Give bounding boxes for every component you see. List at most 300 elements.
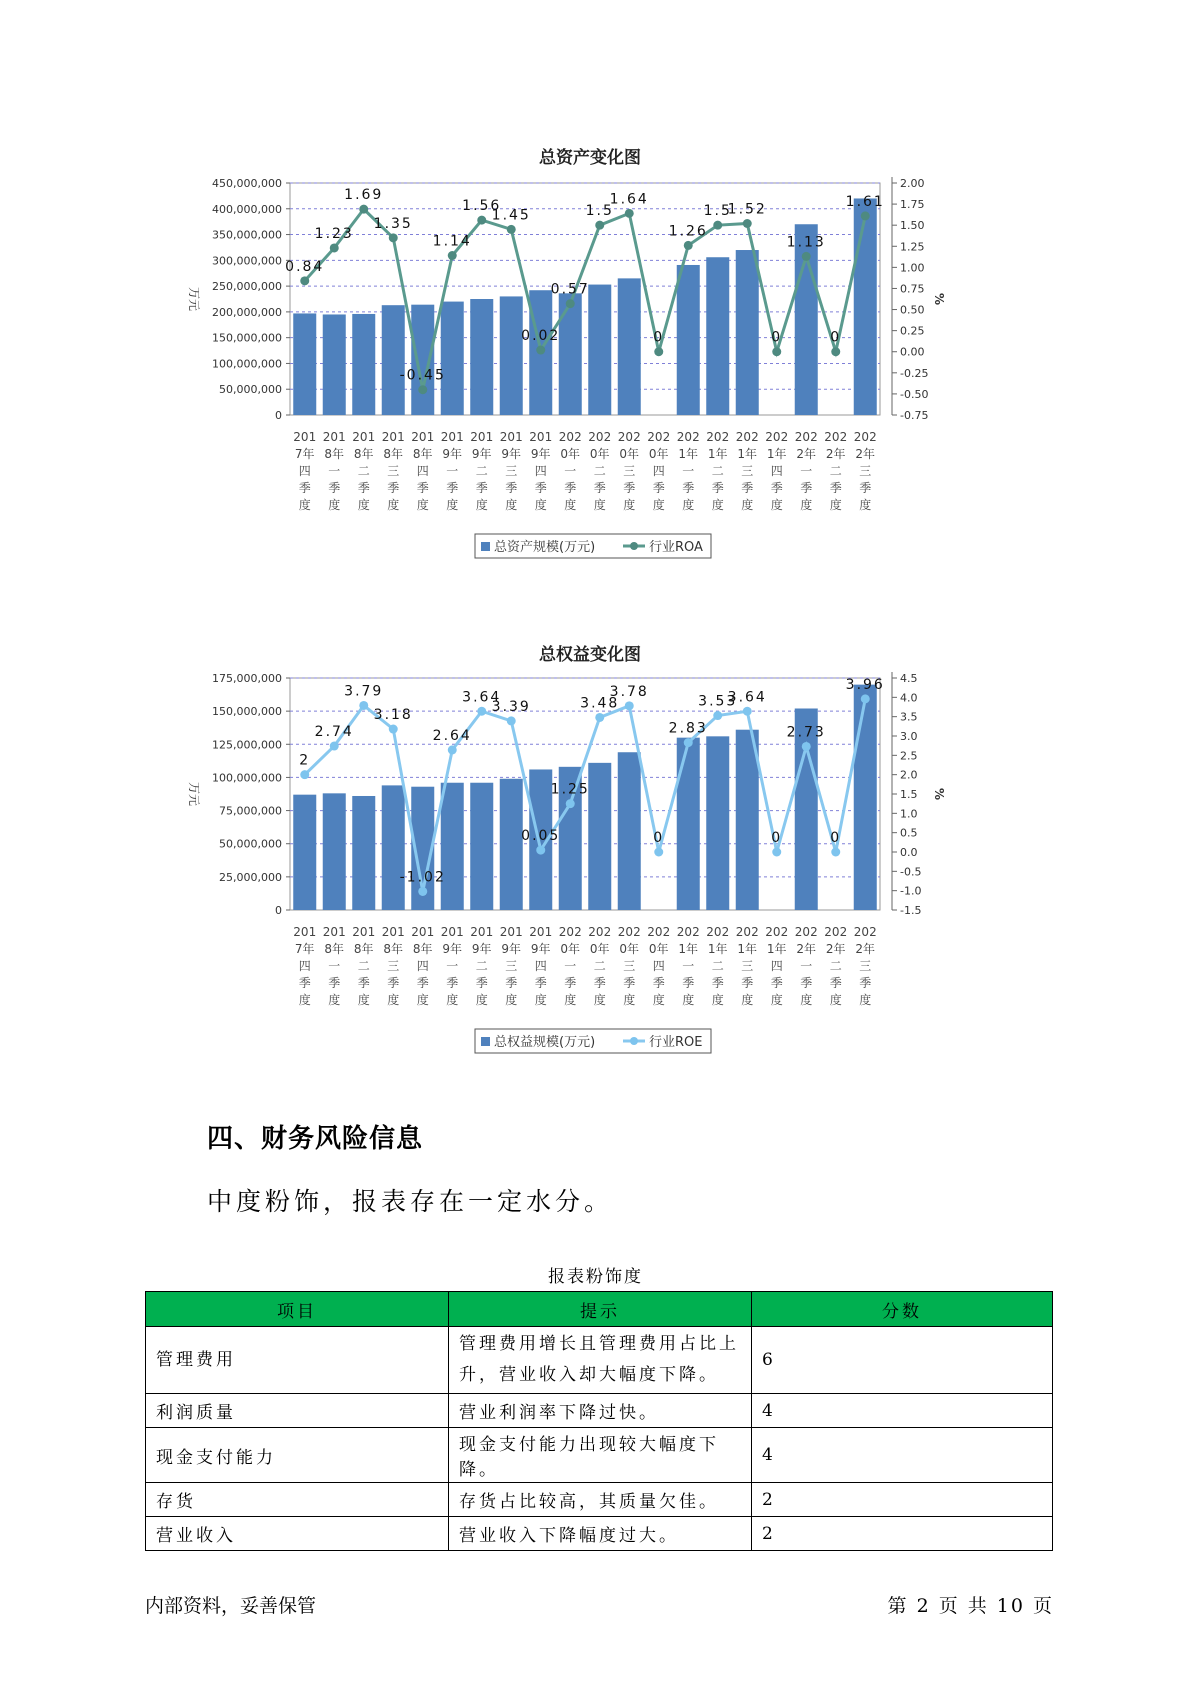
- category-tick-label: 7年: [294, 447, 315, 461]
- category-tick-label: 季: [564, 976, 577, 990]
- line-point: [418, 887, 427, 896]
- category-tick-label: 度: [564, 993, 577, 1007]
- category-tick-label: 季: [652, 976, 665, 990]
- data-label: 0: [771, 329, 783, 346]
- category-tick-label: 度: [564, 498, 577, 512]
- left-axis-tick-label: 350,000,000: [212, 228, 282, 242]
- data-label: 3.48: [580, 695, 620, 712]
- category-tick-label: 季: [770, 976, 783, 990]
- data-label: 2.73: [786, 724, 826, 741]
- row-hint: 管理费用增长且管理费用占比上升，营业收入却大幅度下降。: [449, 1327, 752, 1394]
- category-tick-label: 度: [711, 498, 724, 512]
- category-tick-label: 季: [623, 976, 636, 990]
- bar: [441, 302, 464, 415]
- left-axis-tick-label: 200,000,000: [212, 305, 282, 319]
- category-tick-label: 201: [322, 925, 346, 939]
- category-tick-label: 度: [534, 993, 547, 1007]
- bar: [500, 296, 523, 415]
- category-tick-label: 季: [711, 976, 724, 990]
- category-tick-label: 2年: [825, 447, 846, 461]
- line-point: [566, 299, 575, 308]
- line-point: [448, 251, 457, 260]
- right-axis-unit-label: %: [932, 292, 946, 306]
- category-tick-label: 四: [416, 464, 429, 478]
- data-label: 2.74: [314, 724, 354, 741]
- line-point: [359, 701, 368, 710]
- category-tick-label: 度: [298, 498, 311, 512]
- data-label: 1.5: [585, 203, 614, 220]
- line-point: [359, 205, 368, 214]
- line-point: [802, 252, 811, 261]
- equity-chart-title: 总权益变化图: [539, 645, 641, 665]
- row-item: 营业收入: [146, 1517, 449, 1551]
- category-tick-label: 度: [298, 993, 311, 1007]
- category-tick-label: 8年: [383, 942, 404, 956]
- left-axis-tick-label: 0: [275, 409, 282, 422]
- line-point: [536, 346, 545, 355]
- data-label: 0.57: [550, 281, 590, 298]
- line-point: [595, 713, 604, 722]
- row-item: 管理费用: [146, 1327, 449, 1394]
- legend-bar-swatch: [481, 1037, 490, 1046]
- bar: [736, 250, 759, 415]
- equity-chart-svg: [180, 670, 1000, 1100]
- category-tick-label: 三: [859, 959, 872, 973]
- category-tick-label: 季: [534, 976, 547, 990]
- category-tick-label: 0年: [560, 447, 581, 461]
- category-tick-label: 202: [824, 430, 848, 444]
- bar: [293, 795, 316, 910]
- legend-bar-label: 总权益规模(万元): [494, 1035, 596, 1050]
- line-point: [654, 347, 663, 356]
- category-tick-label: 二: [711, 959, 724, 973]
- risk-summary: 中度粉饰，报表存在一定水分。: [207, 1187, 614, 1216]
- bar: [323, 314, 346, 415]
- data-label: 2.83: [668, 720, 708, 737]
- legend-line-marker: [630, 542, 638, 550]
- category-tick-label: 202: [558, 430, 582, 444]
- line-point: [625, 209, 634, 218]
- category-tick-label: 度: [387, 993, 400, 1007]
- category-tick-label: 季: [357, 481, 370, 495]
- right-axis-tick-label: 0.75: [900, 282, 925, 296]
- data-label: 0.05: [521, 828, 561, 845]
- category-tick-label: 季: [741, 976, 754, 990]
- right-axis-tick-label: 3.5: [900, 710, 918, 724]
- category-tick-label: 季: [475, 976, 488, 990]
- line-point: [566, 799, 575, 808]
- category-tick-label: 一: [682, 959, 695, 973]
- category-tick-label: 季: [387, 481, 400, 495]
- category-tick-label: 度: [859, 498, 872, 512]
- left-axis-tick-label: 400,000,000: [212, 202, 282, 216]
- category-tick-label: 201: [381, 430, 405, 444]
- category-tick-label: 四: [416, 959, 429, 973]
- left-axis-tick-label: 75,000,000: [219, 804, 282, 818]
- right-axis-tick-label: -1.5: [900, 904, 922, 917]
- left-axis-tick-label: 100,000,000: [212, 771, 282, 785]
- category-tick-label: 季: [416, 481, 429, 495]
- category-tick-label: 四: [298, 959, 311, 973]
- category-tick-label: 三: [387, 959, 400, 973]
- data-label: 1.52: [727, 201, 767, 218]
- category-tick-label: 季: [416, 976, 429, 990]
- bar: [470, 783, 493, 910]
- category-tick-label: 二: [475, 464, 488, 478]
- category-tick-label: 202: [735, 925, 759, 939]
- category-tick-label: 202: [853, 430, 877, 444]
- category-tick-label: 度: [357, 993, 370, 1007]
- left-axis-tick-label: 150,000,000: [212, 705, 282, 719]
- category-tick-label: 201: [529, 925, 553, 939]
- category-tick-label: 度: [741, 993, 754, 1007]
- category-tick-label: 度: [711, 993, 724, 1007]
- category-tick-label: 四: [534, 464, 547, 478]
- line-point: [477, 216, 486, 225]
- category-tick-label: 度: [829, 498, 842, 512]
- category-tick-label: 一: [564, 959, 577, 973]
- data-label: 2: [299, 752, 311, 769]
- category-tick-label: 202: [706, 430, 730, 444]
- data-label: 1.35: [373, 215, 413, 232]
- category-tick-label: 8年: [412, 942, 433, 956]
- category-tick-label: 二: [711, 464, 724, 478]
- line-point: [861, 694, 870, 703]
- left-axis-tick-label: 150,000,000: [212, 331, 282, 345]
- category-tick-label: 三: [859, 464, 872, 478]
- right-axis-tick-label: 0.5: [900, 826, 918, 840]
- category-tick-label: 度: [357, 498, 370, 512]
- category-tick-label: 8年: [412, 447, 433, 461]
- left-axis-tick-label: 0: [275, 904, 282, 917]
- category-tick-label: 0年: [619, 942, 640, 956]
- category-tick-label: 1年: [707, 447, 728, 461]
- data-label: 3.64: [727, 689, 767, 706]
- category-tick-label: 8年: [383, 447, 404, 461]
- category-tick-label: 二: [593, 959, 606, 973]
- category-tick-label: 季: [446, 976, 459, 990]
- row-score: 4: [752, 1394, 1053, 1428]
- category-tick-label: 一: [564, 464, 577, 478]
- category-tick-label: 季: [387, 976, 400, 990]
- category-tick-label: 1年: [678, 447, 699, 461]
- right-axis-tick-label: -0.5: [900, 865, 922, 879]
- category-tick-label: 三: [505, 464, 518, 478]
- row-item: 利润质量: [146, 1394, 449, 1428]
- left-axis-unit-label: 万元: [187, 286, 201, 312]
- right-axis-tick-label: -0.25: [900, 366, 929, 380]
- left-axis-tick-label: 50,000,000: [219, 383, 282, 397]
- category-tick-label: 季: [859, 976, 872, 990]
- assets-chart-title: 总资产变化图: [539, 148, 641, 168]
- line-point: [831, 347, 840, 356]
- line-point: [802, 742, 811, 751]
- data-label: 3.96: [845, 676, 885, 693]
- data-label: 2.64: [432, 727, 472, 744]
- right-axis-unit-label: %: [932, 787, 946, 801]
- row-score: 6: [752, 1327, 1053, 1394]
- category-tick-label: 度: [623, 993, 636, 1007]
- line-point: [507, 716, 516, 725]
- right-axis-tick-label: -0.75: [900, 409, 929, 422]
- category-tick-label: 季: [623, 481, 636, 495]
- category-tick-label: 度: [416, 993, 429, 1007]
- category-tick-label: 季: [328, 481, 341, 495]
- equity-chart: [180, 632, 1000, 1087]
- data-label: 0: [830, 830, 842, 846]
- line-point: [743, 219, 752, 228]
- bar: [618, 278, 641, 415]
- right-axis-tick-label: 0.50: [900, 303, 925, 317]
- left-axis-tick-label: 125,000,000: [212, 738, 282, 752]
- category-tick-label: 一: [800, 959, 813, 973]
- category-tick-label: 202: [853, 925, 877, 939]
- line-point: [772, 848, 781, 857]
- category-tick-label: 季: [534, 481, 547, 495]
- data-label: 1.61: [845, 193, 885, 210]
- category-tick-label: 202: [647, 430, 671, 444]
- category-tick-label: 季: [682, 481, 695, 495]
- category-tick-label: 度: [328, 993, 341, 1007]
- line-point: [418, 385, 427, 394]
- category-tick-label: 9年: [501, 447, 522, 461]
- data-label: 1.5: [703, 203, 732, 220]
- data-label: 3.53: [698, 693, 738, 710]
- category-tick-label: 9年: [442, 942, 463, 956]
- bar: [677, 265, 700, 415]
- data-label: -1.02: [399, 869, 446, 886]
- category-tick-label: 0年: [648, 942, 669, 956]
- line-point: [625, 701, 634, 710]
- category-tick-label: 201: [381, 925, 405, 939]
- row-hint: 营业利润率下降过快。: [449, 1394, 752, 1428]
- category-tick-label: 9年: [530, 447, 551, 461]
- category-tick-label: 度: [770, 498, 783, 512]
- category-tick-label: 季: [800, 976, 813, 990]
- category-tick-label: 季: [770, 481, 783, 495]
- right-axis-tick-label: 1.75: [900, 198, 925, 212]
- right-axis-tick-label: 1.00: [900, 261, 925, 275]
- category-tick-label: 四: [652, 464, 665, 478]
- category-tick-label: 季: [505, 976, 518, 990]
- risk-table: [145, 1291, 1053, 1551]
- bar: [352, 314, 375, 415]
- line-point: [477, 707, 486, 716]
- category-tick-label: 度: [800, 993, 813, 1007]
- section-heading: 四、财务风险信息: [207, 1124, 424, 1154]
- category-tick-label: 201: [293, 925, 317, 939]
- data-label: 1.26: [668, 223, 708, 240]
- category-tick-label: 202: [588, 430, 612, 444]
- category-tick-label: 202: [647, 925, 671, 939]
- data-label: 1.45: [491, 207, 531, 224]
- category-tick-label: 三: [623, 464, 636, 478]
- bar: [706, 257, 729, 415]
- category-tick-label: 四: [298, 464, 311, 478]
- category-tick-label: 201: [529, 430, 553, 444]
- category-tick-label: 度: [829, 993, 842, 1007]
- line-point: [330, 243, 339, 252]
- category-tick-label: 度: [593, 498, 606, 512]
- category-tick-label: 二: [475, 959, 488, 973]
- category-tick-label: 季: [328, 976, 341, 990]
- header-item: 项目: [146, 1292, 449, 1327]
- row-item: 现金支付能力: [146, 1428, 449, 1483]
- line-point: [861, 211, 870, 220]
- bar: [854, 685, 877, 910]
- category-tick-label: 2年: [855, 447, 876, 461]
- right-axis-tick-label: 2.00: [900, 177, 925, 190]
- row-hint: 现金支付能力出现较大幅度下降。: [449, 1428, 752, 1483]
- category-tick-label: 202: [617, 925, 641, 939]
- bar: [618, 752, 641, 910]
- category-tick-label: 2年: [825, 942, 846, 956]
- category-tick-label: 度: [800, 498, 813, 512]
- legend-line-label: 行业ROE: [649, 1035, 703, 1050]
- data-label: 1.13: [786, 234, 826, 251]
- legend-bar-label: 总资产规模(万元): [494, 540, 596, 555]
- category-tick-label: 二: [357, 464, 370, 478]
- row-score: 2: [752, 1517, 1053, 1551]
- right-axis-tick-label: 3.0: [900, 730, 918, 743]
- category-tick-label: 度: [505, 993, 518, 1007]
- category-tick-label: 度: [682, 498, 695, 512]
- category-tick-label: 9年: [501, 942, 522, 956]
- legend-line-label: 行业ROA: [649, 540, 703, 555]
- bar: [677, 738, 700, 910]
- category-tick-label: 一: [328, 959, 341, 973]
- category-tick-label: 三: [387, 464, 400, 478]
- assets-chart-svg: [180, 175, 1000, 605]
- category-tick-label: 201: [293, 430, 317, 444]
- category-tick-label: 度: [387, 498, 400, 512]
- category-tick-label: 季: [800, 481, 813, 495]
- category-tick-label: 三: [741, 959, 754, 973]
- category-tick-label: 一: [446, 464, 459, 478]
- category-tick-label: 2年: [855, 942, 876, 956]
- category-tick-label: 201: [499, 925, 523, 939]
- right-axis-tick-label: 0.00: [900, 345, 925, 359]
- header-score: 分数: [752, 1292, 1053, 1327]
- line-point: [330, 742, 339, 751]
- category-tick-label: 度: [593, 993, 606, 1007]
- data-label: 1.25: [550, 781, 590, 798]
- category-tick-label: 度: [859, 993, 872, 1007]
- category-tick-label: 1年: [766, 942, 787, 956]
- category-tick-label: 201: [440, 430, 464, 444]
- bar: [588, 285, 611, 415]
- right-axis-tick-label: 1.0: [900, 807, 918, 821]
- category-tick-label: 三: [741, 464, 754, 478]
- category-tick-label: 季: [298, 481, 311, 495]
- category-tick-label: 季: [859, 481, 872, 495]
- category-tick-label: 202: [588, 925, 612, 939]
- category-tick-label: 度: [475, 993, 488, 1007]
- table-row: [146, 1428, 1053, 1483]
- right-axis-tick-label: 2.0: [900, 768, 918, 782]
- left-axis-tick-label: 50,000,000: [219, 837, 282, 851]
- data-label: -0.45: [399, 367, 446, 384]
- right-axis-tick-label: -0.50: [900, 387, 929, 401]
- category-tick-label: 8年: [324, 447, 345, 461]
- line-point: [507, 225, 516, 234]
- line-point: [654, 848, 663, 857]
- category-tick-label: 201: [322, 430, 346, 444]
- category-tick-label: 201: [470, 430, 494, 444]
- line-point: [595, 221, 604, 230]
- category-tick-label: 二: [829, 959, 842, 973]
- category-tick-label: 9年: [471, 942, 492, 956]
- category-tick-label: 度: [770, 993, 783, 1007]
- line-point: [772, 347, 781, 356]
- bar: [588, 763, 611, 910]
- category-tick-label: 201: [440, 925, 464, 939]
- right-axis-tick-label: -1.0: [900, 884, 922, 898]
- data-label: 3.64: [462, 689, 502, 706]
- data-label: 3.18: [373, 707, 413, 724]
- row-score: 2: [752, 1483, 1053, 1517]
- category-tick-label: 度: [328, 498, 341, 512]
- data-label: 0: [653, 329, 665, 346]
- category-tick-label: 202: [794, 430, 818, 444]
- category-tick-label: 1年: [737, 447, 758, 461]
- category-tick-label: 202: [706, 925, 730, 939]
- line-point: [448, 745, 457, 754]
- table-row: [146, 1517, 1053, 1551]
- left-axis-tick-label: 100,000,000: [212, 357, 282, 371]
- category-tick-label: 度: [446, 498, 459, 512]
- table-header-row: [146, 1292, 1053, 1327]
- data-label: 3.39: [491, 698, 531, 715]
- category-tick-label: 8年: [353, 942, 374, 956]
- header-hint: 提示: [449, 1292, 752, 1327]
- line-point: [389, 233, 398, 242]
- category-tick-label: 202: [765, 925, 789, 939]
- right-axis-tick-label: 1.5: [900, 788, 918, 801]
- category-tick-label: 季: [741, 481, 754, 495]
- category-tick-label: 7年: [294, 942, 315, 956]
- left-axis-tick-label: 450,000,000: [212, 177, 282, 190]
- bar: [500, 779, 523, 910]
- category-tick-label: 季: [505, 481, 518, 495]
- category-tick-label: 0年: [589, 447, 610, 461]
- category-tick-label: 2年: [796, 447, 817, 461]
- row-hint: 营业收入下降幅度过大。: [449, 1517, 752, 1551]
- category-tick-label: 0年: [589, 942, 610, 956]
- line-point: [713, 221, 722, 230]
- right-axis-tick-label: 4.0: [900, 691, 918, 705]
- category-tick-label: 四: [652, 959, 665, 973]
- legend-line-marker: [630, 1037, 638, 1045]
- category-tick-label: 202: [558, 925, 582, 939]
- category-tick-label: 8年: [324, 942, 345, 956]
- data-label: 0.84: [285, 258, 325, 275]
- category-tick-label: 二: [593, 464, 606, 478]
- bar: [293, 313, 316, 415]
- category-tick-label: 度: [623, 498, 636, 512]
- category-tick-label: 9年: [442, 447, 463, 461]
- category-tick-label: 季: [475, 481, 488, 495]
- category-tick-label: 度: [416, 498, 429, 512]
- data-label: 0: [653, 830, 665, 846]
- category-tick-label: 四: [770, 464, 783, 478]
- category-tick-label: 9年: [530, 942, 551, 956]
- category-tick-label: 1年: [707, 942, 728, 956]
- footer-confidential: 内部资料，妥善保管: [145, 1595, 317, 1617]
- line-point: [536, 846, 545, 855]
- bar: [382, 305, 405, 415]
- category-tick-label: 201: [352, 430, 376, 444]
